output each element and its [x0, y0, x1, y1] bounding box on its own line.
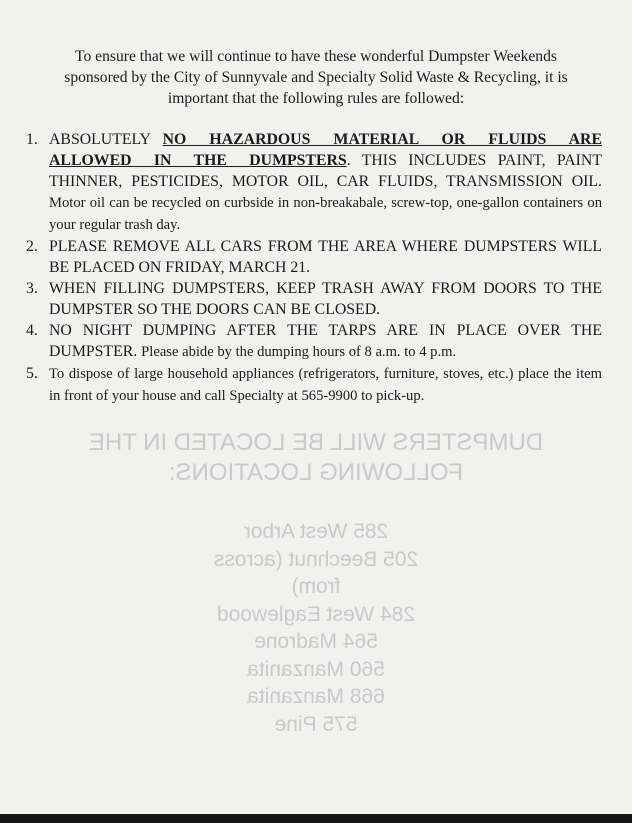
rules-list [26, 129, 602, 407]
bleed-address: 205 Beechnut (across from) [213, 547, 419, 598]
bleed-address: 284 West Eaglewood [216, 602, 416, 626]
rule-number: 5. [26, 365, 38, 382]
intro-line: sponsored by the City of Sunnyvale and Specialty Solid Waste & Recycling, it is [64, 69, 568, 86]
rule-text: PLEASE REMOVE ALL CARS FROM THE AREA WHERE DUMPSTERS WILL BE PLACED ON FRIDAY, MARCH 21. [49, 238, 602, 276]
bleed-address: 668 Manzanita [247, 685, 385, 708]
bleed-address: 575 Pine [274, 712, 358, 736]
rule-number: 1. [26, 131, 38, 148]
rule-item-4 [26, 320, 602, 363]
bleed-address: 560 Manzanita [247, 657, 385, 681]
bleed-heading-line-1: DUMPSTERS WILL BE LOCATED IN THE [88, 429, 544, 456]
rule-item-5 [26, 363, 602, 407]
rule-text: NO NIGHT DUMPING AFTER THE TARPS ARE IN PLACE OVER THE DUMPSTER. [49, 322, 602, 360]
intro-paragraph [30, 46, 602, 109]
rule-item-2 [26, 236, 602, 278]
rule-number: 2. [26, 238, 38, 255]
rule-text: WHEN FILLING DUMPSTERS, KEEP TRASH AWAY FROM DOORS TO THE DUMPSTER SO THE DOORS CAN BE CLOSED. [49, 280, 602, 318]
rule-text: . THIS INCLUDES PAINT, PAINT THINNER, PESTICIDES, MOTOR OIL, CAR FLUIDS, TRANSMISSION OIL. [49, 152, 602, 190]
rule-note: Please abide by the dumping hours of 8 a.m. to 4 p.m. [141, 344, 457, 360]
rule-emphasis: NO HAZARDOUS MATERIAL OR FLUIDS ARE ALLOWED IN THE DUMPSTERS [49, 131, 602, 169]
rule-number: 3. [26, 280, 38, 297]
rule-item-3 [26, 278, 602, 320]
rule-prefix: ABSOLUTELY [49, 131, 151, 148]
scan-bottom-edge [0, 814, 632, 823]
rule-item-1 [26, 129, 602, 236]
bleed-address: 564 Madrone [254, 630, 378, 653]
bleed-address-list [200, 518, 432, 738]
bleed-heading-line-2: FOLLOWING LOCATIONS: [168, 459, 464, 486]
rule-note: Motor oil can be recycled on curbside in non-breakabale, screw-top, one-gallon containers on your regular trash day. [49, 195, 602, 233]
intro-line: important that the following rules are followed: [167, 90, 465, 107]
bleed-address: 285 West Arbor [243, 520, 389, 543]
rule-note: To dispose of large household appliances (refrigerators, furniture, stoves, etc.) place the item in front of your house and call Specialty at 565-9900 to pick-up. [49, 366, 602, 404]
intro-line: To ensure that we will continue to have these wonderful Dumpster Weekends [75, 48, 557, 65]
bleed-heading [60, 428, 572, 488]
rule-number: 4. [26, 322, 38, 339]
